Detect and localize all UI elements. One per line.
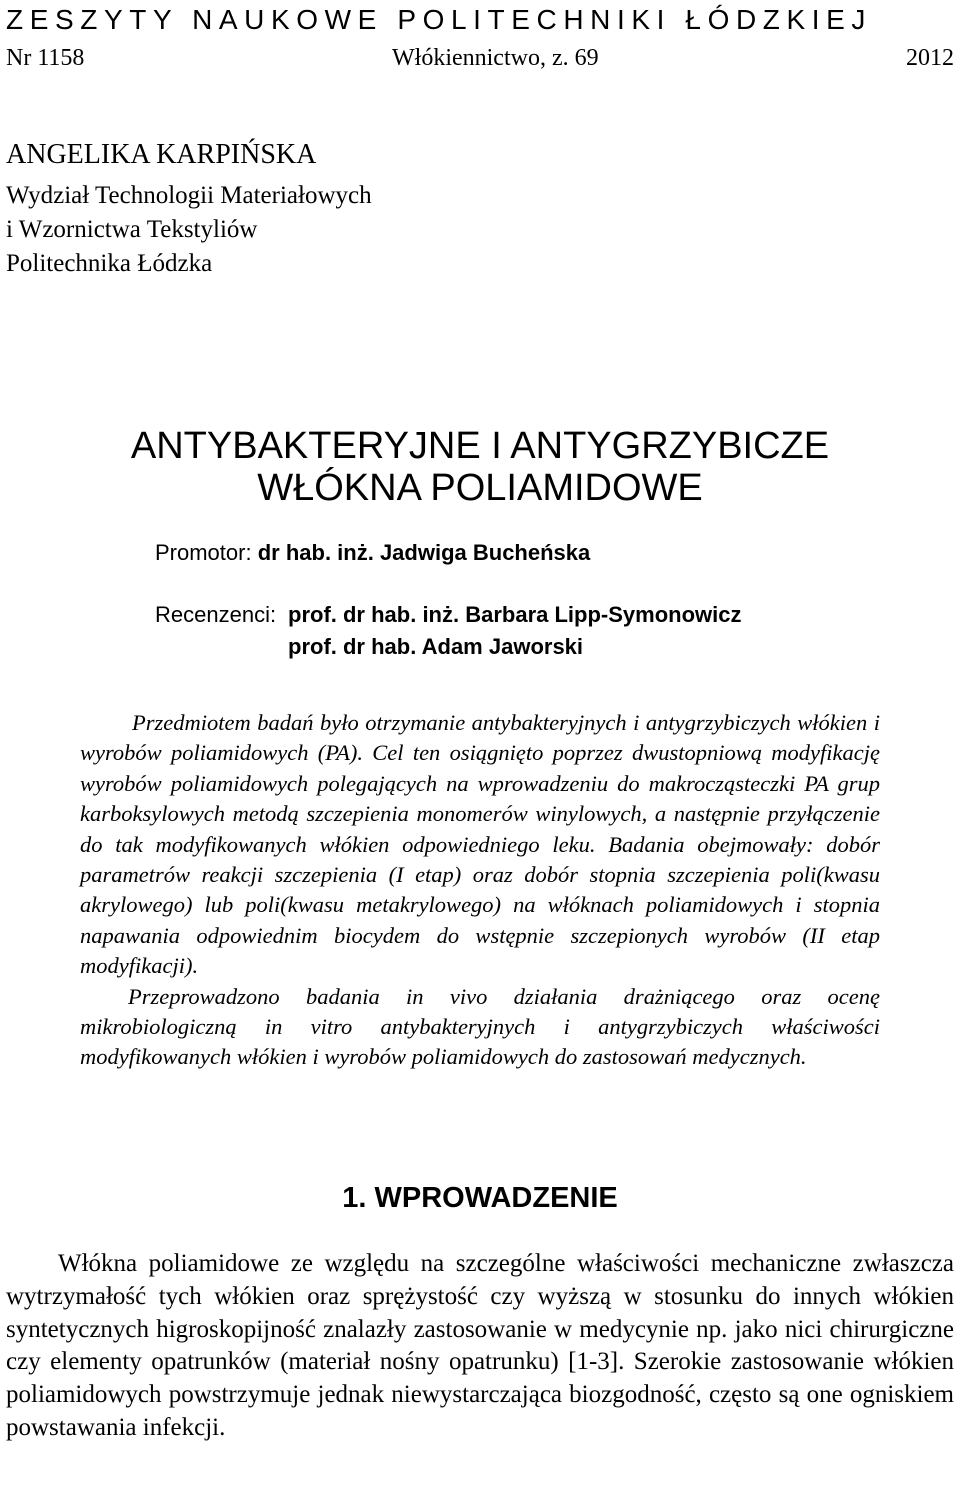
reviewer-2-text: prof. dr hab. Adam Jaworski <box>288 634 584 659</box>
issue-info-row <box>6 42 954 74</box>
author-affiliation-line-2: i Wzornictwa Tekstyliów <box>6 216 258 243</box>
journal-subseries: Włókiennictwo, z. 69 <box>392 45 599 71</box>
section-heading: 1. WPROWADZENIE <box>342 1182 618 1214</box>
reviewers-label: Recenzenci: <box>155 602 277 627</box>
author-affiliation-line-1: Wydział Technologii Materiałowych <box>6 182 372 209</box>
reviewer-2-name <box>288 632 583 662</box>
author-affiliation-line-3: Politechnika Łódzka <box>6 250 213 277</box>
issue-year: 2012 <box>906 45 954 71</box>
paper-title-line-1: ANTYBAKTERYJNE I ANTYGRZYBICZE <box>130 425 830 467</box>
section-body <box>6 1248 954 1445</box>
issue-number: Nr 1158 <box>6 45 85 71</box>
author-name: ANGELIKA KARPIŃSKA <box>6 139 317 170</box>
promotor-line <box>155 538 590 568</box>
abstract-paragraph-2: Przeprowadzono badania in vivo działania drażniącego oraz ocenę mikrobiologiczną in vitro antybakteryjnych i antygrzybiczych właściwości modyfikowanych włókien i wyrobów poliamidowych do zastosowań medycznych. <box>80 983 880 1070</box>
reviewer-1-name <box>288 600 741 630</box>
paper-title-line-2: WŁÓKNA POLIAMIDOWE <box>257 467 703 509</box>
journal-series-title: ZESZYTY NAUKOWE POLITECHNIKI ŁÓDZKIEJ <box>6 4 873 35</box>
promotor-label: Promotor: <box>155 540 252 565</box>
abstract <box>80 708 880 1073</box>
promotor-name: dr hab. inż. Jadwiga Bucheńska <box>257 540 591 565</box>
reviewer-1-text: prof. dr hab. inż. Barbara Lipp-Symonowicz <box>288 602 742 627</box>
abstract-paragraph-1: Przedmiotem badań było otrzymanie antybakteryjnych i antygrzybiczych włókien i wyrobów poliamidowych (PA). Cel ten osiągnięto poprzez dwustopniową modyfikację wyrobów poliamidowych polegających na wprowadzeniu do makrocząsteczki PA grup karboksylowych metodą szczepienia monomerów winylowych, a następnie przyłączenie do tak modyfikowanych włókien odpowiedniego leku. Badania obejmowały: dobór parametrów reakcji szczepienia (I etap) oraz dobór stopnia szczepienia poli(kwasu akrylowego) lub poli(kwasu metakrylowego) na włóknach poliamidowych i stopnia napawania odpowiednim biocydem do wstępnie szczepionych wyrobów (II etap modyfikacji). <box>80 710 880 979</box>
section-paragraph-1: Włókna poliamidowe ze względu na szczególne właściwości mechaniczne zwłaszcza wytrzymałość tych włókien oraz sprężystość czy wyższą w stosunku do innych włókien syntetycznych higroskopijność znalazły zastosowanie w medycynie np. jako nici chirurgiczne czy elementy opatrunków (materiał nośny opatrunku) [1-3]. Szerokie zastosowanie włókien poliamidowych powstrzymuje jednak niewystarczająca biozgodność, często są one ogniskiem powstawania infekcji. <box>6 1250 954 1441</box>
